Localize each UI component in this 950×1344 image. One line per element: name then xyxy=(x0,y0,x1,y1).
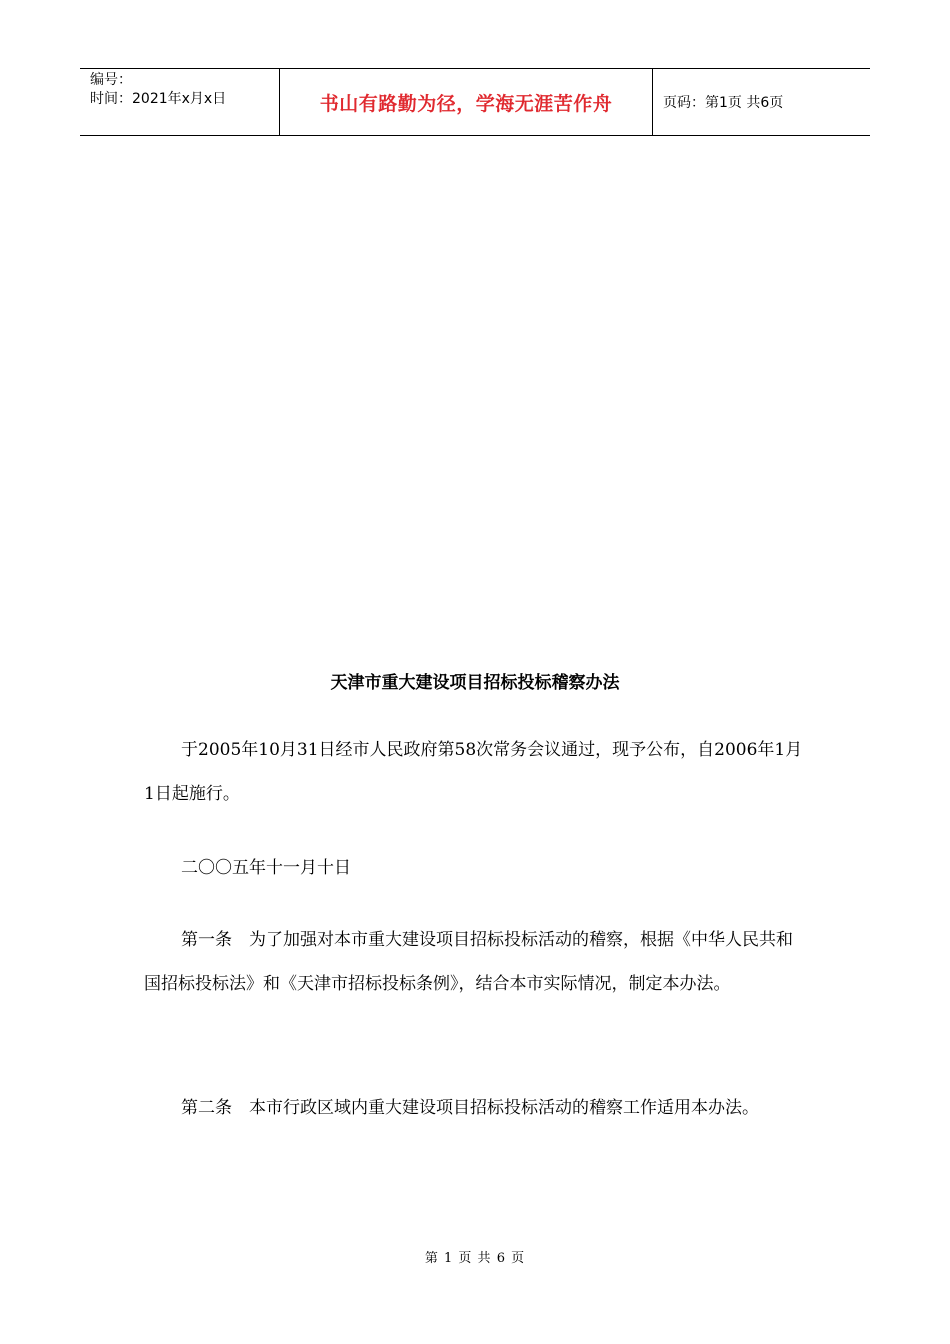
page-header xyxy=(80,68,870,136)
header-meta xyxy=(80,69,280,135)
document-title: 天津市重大建设项目招标投标稽察办法 xyxy=(330,673,620,693)
header-page-info: 页码：第1页 共6页 xyxy=(663,95,784,111)
paragraph-article-2: 第二条 本市行政区域内重大建设项目招标投标活动的稽察工作适用本办法。 xyxy=(181,1098,759,1118)
paragraph-announcement: 于2005年10月31日经市人民政府第58次常务会议通过，现予公布，自2006年1月1日起施行。 xyxy=(144,740,803,804)
paragraph-date: 二〇〇五年十一月十日 xyxy=(181,858,351,878)
document-time-label: 时间：2021年x月x日 xyxy=(90,91,227,107)
page-footer-number: 第 1 页 共 6 页 xyxy=(424,1251,526,1266)
paragraph-article-1: 第一条 为了加强对本市重大建设项目招标投标活动的稽察，根据《中华人民共和国招标投标法》和《天津市招标投标条例》，结合本市实际情况，制定本办法。 xyxy=(144,930,793,994)
document-number-label: 编号： xyxy=(90,72,132,88)
header-motto: 书山有路勤为径，学海无涯苦作舟 xyxy=(280,69,653,135)
